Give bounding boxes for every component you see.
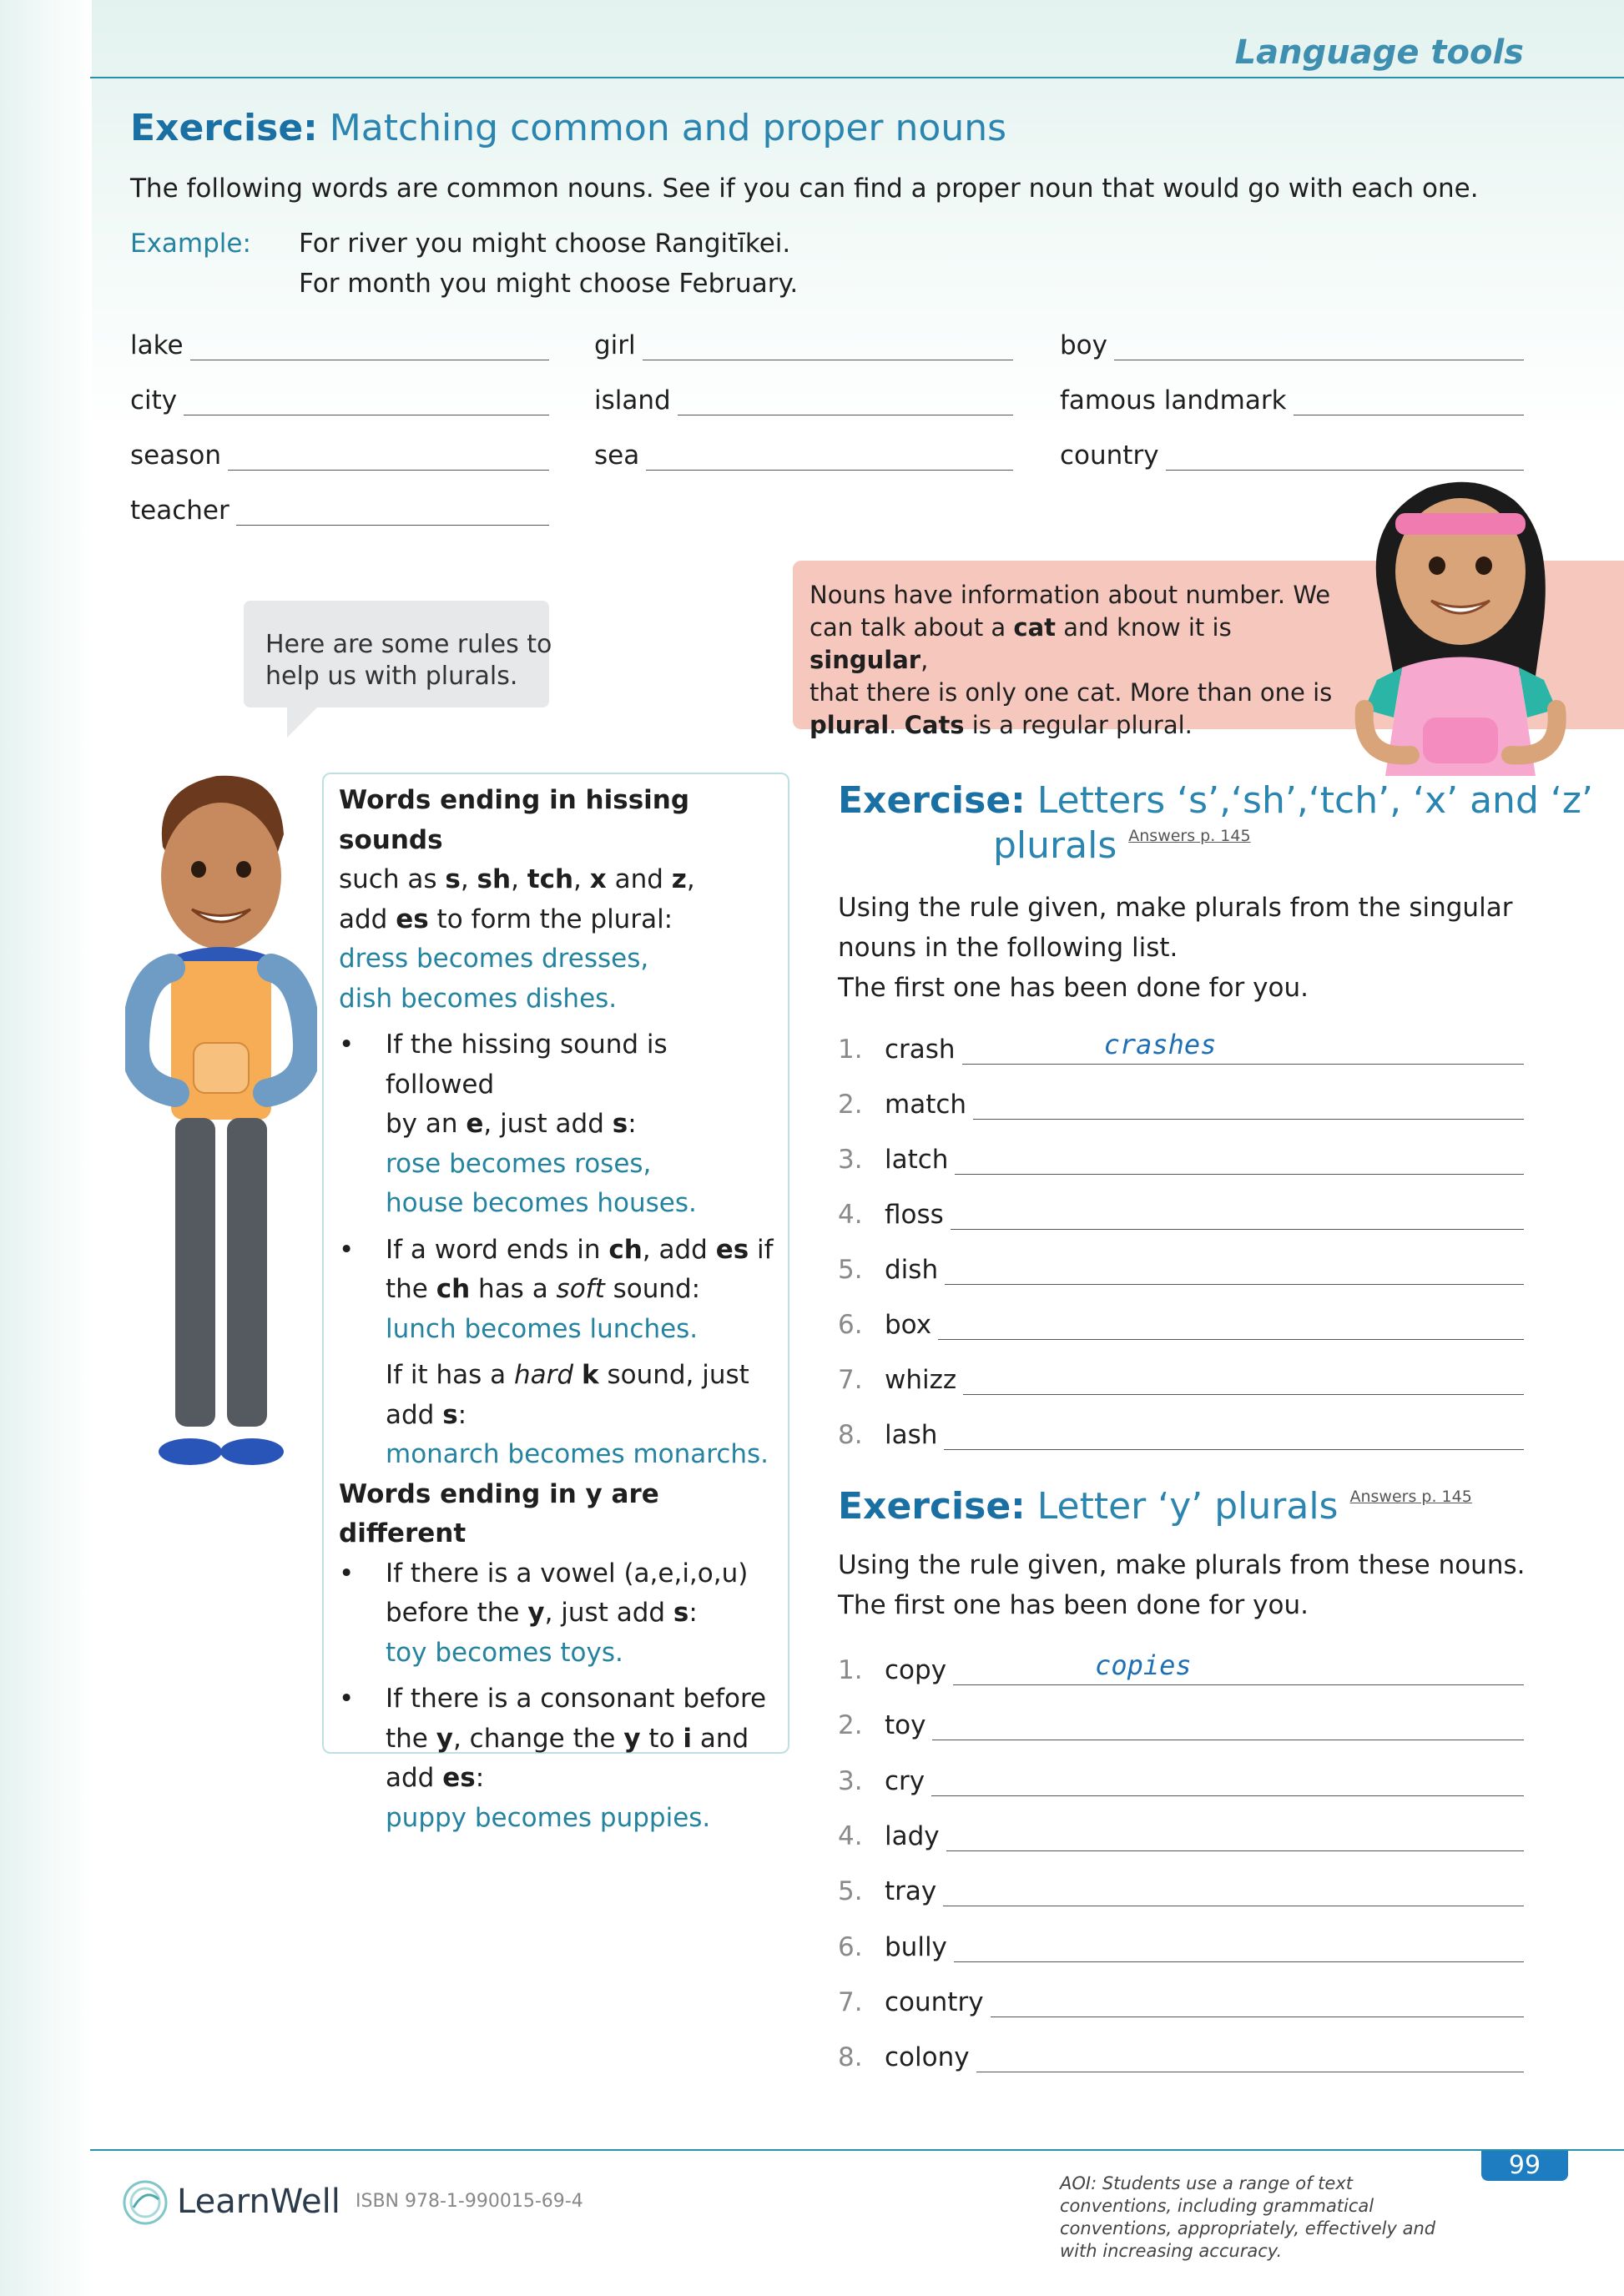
item-number: 6. (838, 1931, 863, 1962)
exercise2-answers-ref[interactable]: Answers p. 145 (1128, 827, 1251, 845)
item-number: 2. (838, 1090, 863, 1120)
noun-label: boy (1060, 330, 1107, 360)
info-bold: singular (809, 646, 921, 674)
exercise2-label: Exercise: (838, 779, 1026, 822)
boy-leg-left (175, 1118, 215, 1427)
boy-face (161, 803, 281, 949)
answer-blank[interactable] (973, 1094, 1524, 1120)
noun-answer-line[interactable] (594, 324, 1013, 360)
noun-label: country (1060, 441, 1159, 471)
rules-bold-run: y (436, 1723, 453, 1754)
rules-text-run: : (457, 1399, 467, 1430)
plural-item[interactable] (838, 1083, 1524, 1120)
info-text: . (889, 711, 905, 739)
boy-shoe-right (220, 1438, 284, 1465)
exercise2-heading (838, 779, 1593, 822)
info-box-text (809, 579, 1344, 742)
rules-text-run: by an (386, 1109, 467, 1139)
rules-text-run: , change the (452, 1723, 624, 1754)
rules-text-run: to (640, 1723, 683, 1754)
rules-bold-run: s (673, 1598, 689, 1628)
item-number: 1. (838, 1035, 863, 1065)
answer-blank[interactable] (184, 390, 549, 415)
rules-bold-run: e (466, 1109, 484, 1139)
rules-bold-run: es (715, 1234, 749, 1265)
rules-line (339, 900, 781, 940)
plural-item[interactable] (838, 1649, 1524, 1685)
rules-bold-run: s (445, 864, 461, 894)
spacer (339, 1673, 781, 1679)
answer-blank[interactable] (932, 1714, 1524, 1740)
exercise3-instr-line: The first one has been done for you. (838, 1590, 1309, 1620)
noun-label: teacher (130, 496, 229, 526)
answer-blank[interactable] (962, 1029, 1524, 1065)
spacer (339, 1349, 781, 1356)
info-text: is a regular plural. (964, 711, 1193, 739)
answer-blank[interactable] (678, 390, 1013, 415)
rules-text-run: if (749, 1234, 774, 1265)
plural-item[interactable] (838, 1704, 1524, 1740)
rules-italic-run: hard (514, 1360, 574, 1390)
exercise1-instruction: The following words are common nouns. See if you can find a proper noun that would go with each one. (130, 174, 1479, 204)
rules-bold-run: ch (436, 1274, 471, 1304)
answer-blank[interactable] (931, 1770, 1524, 1796)
exercise1-title: Matching common and proper nouns (329, 107, 1007, 149)
rules-text-run: If a word ends in (386, 1234, 609, 1265)
rules-example: monarch becomes monarchs. (386, 1439, 769, 1469)
rules-text-run (573, 1360, 582, 1390)
boy-illustration (125, 768, 317, 1468)
info-text: and know it is (1056, 613, 1232, 642)
noun-answer-line[interactable] (1060, 434, 1524, 471)
noun-label: sea (594, 441, 640, 471)
noun-answer-line[interactable] (130, 379, 549, 415)
noun-label: girl (594, 330, 636, 360)
answer-blank[interactable] (955, 1149, 1524, 1175)
rules-example: lunch becomes lunches. (386, 1313, 699, 1344)
exercise2-instr-line: The first one has been done for you. (838, 973, 1309, 1003)
item-word: lash (885, 1420, 938, 1450)
noun-label: city (130, 385, 178, 415)
exercise2-heading-line2 (993, 824, 1251, 867)
boy-shoe-left (159, 1438, 222, 1465)
rules-text-run: sound: (604, 1274, 701, 1304)
noun-answer-line[interactable] (1060, 379, 1524, 415)
plural-item[interactable] (838, 1193, 1524, 1230)
answer-blank[interactable] (945, 1259, 1524, 1285)
plural-item[interactable] (838, 1303, 1524, 1340)
handwritten-answer: copies (1095, 1649, 1192, 1681)
noun-label: lake (130, 330, 184, 360)
rules-text-run: such as (339, 864, 446, 894)
rules-text-run: sound, just (598, 1360, 749, 1390)
answer-blank[interactable] (943, 1881, 1524, 1906)
noun-answer-line[interactable] (594, 434, 1013, 471)
answer-blank[interactable] (646, 445, 1013, 471)
rules-text-run: : (628, 1109, 637, 1139)
rules-bold-run: y (527, 1598, 545, 1628)
girl-eye-left (1429, 556, 1445, 575)
rules-bold-run: s (612, 1109, 628, 1139)
rules-bullet (339, 1554, 781, 1634)
plural-item[interactable] (838, 1028, 1524, 1065)
aoi-statement: AOI: Students use a range of text conventions, including grammatical conventions, appropriately, effectively and with increasing accuracy. (1060, 2173, 1436, 2261)
rules-bullet (339, 1231, 781, 1310)
side-background (0, 0, 92, 2296)
exercise1-label: Exercise: (130, 107, 318, 149)
rules-bold-run: k (581, 1360, 599, 1390)
item-number: 1. (838, 1655, 863, 1685)
example-label: Example: (130, 229, 251, 259)
boy-leg-right (227, 1118, 267, 1427)
answer-blank[interactable] (1114, 335, 1524, 360)
item-word: crash (885, 1035, 956, 1065)
answer-blank[interactable] (228, 445, 549, 471)
rules-text-run: , just add (483, 1109, 613, 1139)
answer-blank[interactable] (938, 1314, 1524, 1340)
boy-pocket (194, 1043, 249, 1093)
exercise3-title: Letter ‘y’ plurals (1036, 1485, 1339, 1528)
rules-bold-run: tch (527, 864, 574, 894)
answer-blank[interactable] (991, 1991, 1524, 2017)
item-word: cry (885, 1765, 925, 1796)
item-word: tray (885, 1876, 937, 1907)
item-number: 5. (838, 1876, 863, 1907)
rules-example: dress becomes dresses, (339, 944, 649, 974)
rules-text-run: If it has a (386, 1360, 515, 1390)
girl-headband (1395, 513, 1526, 535)
rules-text-run: : (475, 1763, 485, 1793)
speech-bubble-line-2: help us with plurals. (265, 662, 518, 691)
example-line-2: For month you might choose February. (299, 269, 799, 299)
rules-text-run: the (386, 1274, 436, 1304)
item-word: toy (885, 1710, 926, 1741)
info-bold: plural (809, 711, 890, 739)
header-rule (90, 77, 1624, 78)
rules-text-run: , just add (544, 1598, 673, 1628)
exercise3-heading (838, 1485, 1472, 1528)
plural-item[interactable] (838, 1413, 1524, 1450)
rules-text-run: If there is a consonant before (386, 1684, 767, 1714)
girl-pocket (1423, 718, 1498, 763)
rules-bold-run: ch (608, 1234, 643, 1265)
rules-example: rose becomes roses, (386, 1148, 652, 1179)
rules-text-run: the (386, 1723, 436, 1754)
exercise1-heading (130, 107, 1006, 149)
item-word: box (885, 1310, 932, 1340)
item-word: latch (885, 1145, 949, 1175)
footer-rule (90, 2149, 1624, 2151)
rules-example: house becomes houses. (386, 1188, 697, 1218)
info-bold: Cats (904, 711, 965, 739)
info-line-2 (809, 612, 1344, 677)
exercise3-instruction (838, 1545, 1525, 1625)
answer-blank[interactable] (963, 1369, 1524, 1395)
noun-answer-line[interactable] (130, 324, 549, 360)
answer-blank[interactable] (951, 1204, 1524, 1230)
item-number: 4. (838, 1200, 863, 1230)
rules-line (339, 1356, 781, 1435)
info-line-3: that there is only one cat. More than one is (809, 678, 1333, 707)
item-number: 5. (838, 1255, 863, 1285)
item-word: dish (885, 1255, 939, 1285)
rules-bold-run: z (671, 864, 687, 894)
boy-arm-left (135, 968, 175, 1093)
item-number: 4. (838, 1820, 863, 1851)
item-word: lady (885, 1820, 940, 1851)
rules-text-run: add (339, 904, 396, 934)
rules-text-run: , (460, 864, 477, 894)
rules-text-run: If the hissing sound is followed (386, 1030, 668, 1100)
info-text: , (920, 646, 929, 674)
item-word: floss (885, 1200, 944, 1230)
boy-eye-left (191, 861, 206, 878)
handwritten-answer: crashes (1103, 1029, 1217, 1060)
example-line-1: For river you might choose Rangitīkei. (299, 229, 791, 259)
speech-bubble-text (265, 629, 552, 692)
rules-text-run: to form the plural: (428, 904, 673, 934)
exercise3-label: Exercise: (838, 1485, 1026, 1528)
answer-blank[interactable] (976, 2047, 1524, 2072)
exercise3-answers-ref[interactable]: Answers p. 145 (1349, 1488, 1472, 1506)
rules-text-run: add (386, 1763, 443, 1793)
rules-bold-run: es (442, 1763, 476, 1793)
rules-bold-run: s (442, 1399, 458, 1430)
plural-item[interactable] (838, 2036, 1524, 2072)
answer-blank[interactable] (944, 1424, 1524, 1450)
info-line-1: Nouns have information about number. We (809, 581, 1331, 609)
plural-item[interactable] (838, 1358, 1524, 1395)
rules-text-run: , (511, 864, 527, 894)
item-word: bully (885, 1931, 947, 1962)
item-word: copy (885, 1655, 947, 1685)
rules-italic-run: soft (556, 1274, 605, 1304)
item-word: whizz (885, 1365, 957, 1395)
rules-bold-run: y (623, 1723, 641, 1754)
noun-answer-line[interactable] (594, 379, 1013, 415)
rules-text-run: , (573, 864, 590, 894)
boy-eye-right (236, 861, 251, 878)
spacer (339, 1019, 781, 1025)
rules-text-run: , (686, 864, 695, 894)
rules-example: toy becomes toys. (386, 1637, 623, 1668)
plural-item[interactable] (838, 1138, 1524, 1175)
brand-name: LearnWell (177, 2183, 340, 2221)
info-line-4 (809, 709, 1344, 742)
plural-item[interactable] (838, 1926, 1524, 1962)
rules-bullet (339, 1025, 781, 1145)
rules-text-run: add (386, 1399, 443, 1430)
answer-blank[interactable] (190, 335, 549, 360)
noun-answer-line[interactable] (1060, 324, 1524, 360)
page-number: 99 (1481, 2151, 1568, 2181)
rules-bullet (339, 1679, 781, 1799)
answer-blank[interactable] (236, 500, 549, 526)
answer-blank[interactable] (643, 335, 1013, 360)
rules-heading-y: Words ending in y are different (339, 1478, 659, 1548)
rules-text-run: If there is a vowel (a,e,i,o,u) (386, 1558, 749, 1589)
plural-item[interactable] (838, 1815, 1524, 1851)
noun-label: island (594, 385, 671, 415)
speech-bubble-tail (287, 702, 322, 738)
running-title: Language tools (1234, 33, 1524, 72)
rules-text-run: : (688, 1598, 698, 1628)
noun-answer-line[interactable] (130, 489, 549, 526)
girl-illustration (1344, 467, 1586, 776)
rules-bold-run: es (396, 904, 429, 934)
noun-label: season (130, 441, 221, 471)
item-number: 8. (838, 2042, 863, 2073)
rules-example: dish becomes dishes. (339, 983, 618, 1014)
exercise2-instr-line: nouns in the following list. (838, 933, 1178, 963)
exercise2-title-line1: Letters ‘s’,‘sh’,‘tch’, ‘x’ and ‘z’ (1036, 779, 1593, 822)
item-number: 7. (838, 1986, 863, 2017)
isbn: ISBN 978-1-990015-69-4 (356, 2191, 583, 2212)
rules-bold-run: sh (477, 864, 512, 894)
rules-example: puppy becomes puppies. (386, 1802, 711, 1833)
rules-text-run: , add (642, 1234, 716, 1265)
rules-text (339, 781, 781, 1838)
rules-heading-hissing: Words ending in hissing sounds (339, 785, 690, 855)
noun-answer-line[interactable] (130, 434, 549, 471)
info-bold: cat (1013, 613, 1057, 642)
spacer (339, 1224, 781, 1231)
plural-item[interactable] (838, 1870, 1524, 1906)
answer-blank[interactable] (953, 1649, 1524, 1685)
item-number: 3. (838, 1765, 863, 1796)
rules-text-run: has a (470, 1274, 557, 1304)
plural-item[interactable] (838, 1760, 1524, 1796)
item-word: colony (885, 2042, 970, 2073)
item-word: match (885, 1090, 967, 1120)
exercise3-instr-line: Using the rule given, make plurals from these nouns. (838, 1550, 1526, 1580)
item-number: 8. (838, 1420, 863, 1450)
rules-bold-run: i (683, 1723, 693, 1754)
boy-arm-right (267, 968, 307, 1093)
speech-bubble-line-1: Here are some rules to (265, 630, 552, 659)
exercise2-instr-line: Using the rule given, make plurals from the singular (838, 893, 1513, 923)
plural-item[interactable] (838, 1981, 1524, 2017)
item-number: 6. (838, 1310, 863, 1340)
item-number: 2. (838, 1710, 863, 1741)
noun-label: famous landmark (1060, 385, 1287, 415)
answer-blank[interactable] (1294, 390, 1524, 415)
learnwell-logo-icon (122, 2179, 169, 2226)
item-word: country (885, 1986, 984, 2017)
item-number: 3. (838, 1145, 863, 1175)
item-number: 7. (838, 1365, 863, 1395)
answer-blank[interactable] (954, 1936, 1524, 1962)
rules-bold-run: x (589, 864, 607, 894)
plural-item[interactable] (838, 1248, 1524, 1285)
rules-line (339, 860, 781, 900)
exercise2-title-line2: plurals (993, 824, 1117, 867)
info-text: can talk about a (809, 613, 1014, 642)
rules-text-run: and (692, 1723, 749, 1754)
answer-blank[interactable] (946, 1825, 1524, 1851)
rules-text-run: before the (386, 1598, 528, 1628)
girl-eye-right (1475, 556, 1492, 575)
exercise2-instruction (838, 888, 1512, 1008)
rules-text-run: and (606, 864, 672, 894)
